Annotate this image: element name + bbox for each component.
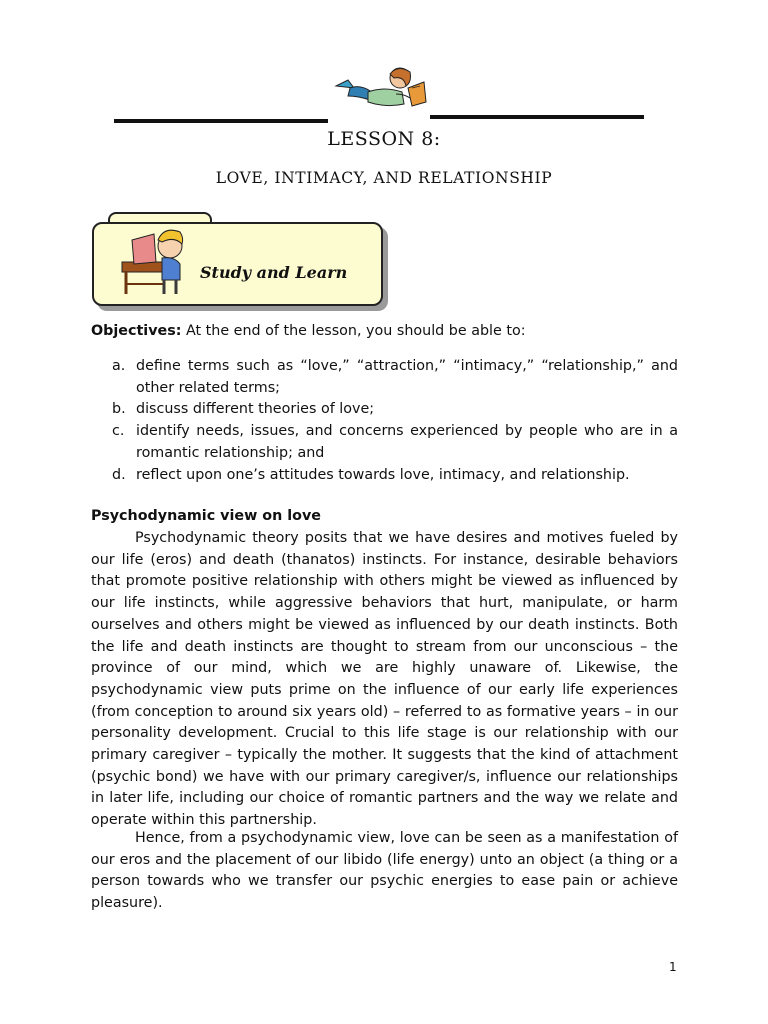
body-paragraph-2: Hence, from a psychodynamic view, love can be seen as a manifestation of our eros and the placement of our libido (life energy) unto an object (a thing or a person towards who we transfer our psychic energies to ease pain or achieve pleasure). [91, 830, 678, 912]
boy-reading-icon [118, 220, 192, 298]
lesson-title: LESSON 8: [327, 128, 441, 150]
objectives-label: Objectives: [91, 323, 182, 339]
page-number: 1 [669, 960, 677, 974]
list-item-text: identify needs, issues, and concerns experienced by people who are in a romantic relationship; and [136, 423, 678, 461]
list-item-text: discuss different theories of love; [136, 401, 375, 418]
section-heading: Psychodynamic view on love [91, 508, 321, 524]
list-item-text: define terms such as “love,” “attraction,” “intimacy,” “relationship,” and other related terms; [136, 358, 678, 396]
study-and-learn-label: Study and Learn [200, 263, 348, 282]
list-item [112, 421, 678, 464]
list-marker: b. [112, 401, 126, 418]
objectives-intro: At the end of the lesson, you should be able to: [181, 323, 526, 339]
list-item [112, 465, 678, 487]
list-marker: c. [112, 423, 125, 440]
list-item [112, 399, 678, 421]
body-paragraph-1: Psychodynamic theory posits that we have desires and motives fueled by our life (eros) and death (thanatos) instincts. For instance, desirable behaviors that promote positive relationship with others might be viewed as influenced by our life instincts, while aggressive behaviors that hurt, manipulate, or harm ourselves and others might be viewed as influenced by our death instincts. Both the life and death instincts are thought to stream from our unconscious – the province of our mind, which we are highly unaware of. Likewise, the psychodynamic view puts prime on the influence of our early life experiences (from conception to around six years old) – referred to as formative years – in our personality development. Crucial to this life stage is our relationship with our primary caregiver – typically the mother. It suggests that the kind of attachment (psychic bond) we have with our primary caregiver/s, influence our relationships in later life, including our choice of romantic partners and the way we relate and operate within this partnership. [91, 530, 678, 829]
list-marker: a. [112, 358, 126, 374]
objectives-line [91, 321, 681, 343]
list-marker: d. [112, 466, 126, 483]
girl-reading-icon [332, 64, 430, 114]
header-rule-left [114, 119, 328, 123]
objectives-list [112, 356, 678, 486]
header-rule-right [430, 115, 644, 119]
list-item-text: reflect upon one’s attitudes towards love, intimacy, and relationship. [136, 466, 630, 483]
list-item [112, 356, 678, 399]
lesson-subtitle: LOVE, INTIMACY, AND RELATIONSHIP [215, 169, 553, 187]
